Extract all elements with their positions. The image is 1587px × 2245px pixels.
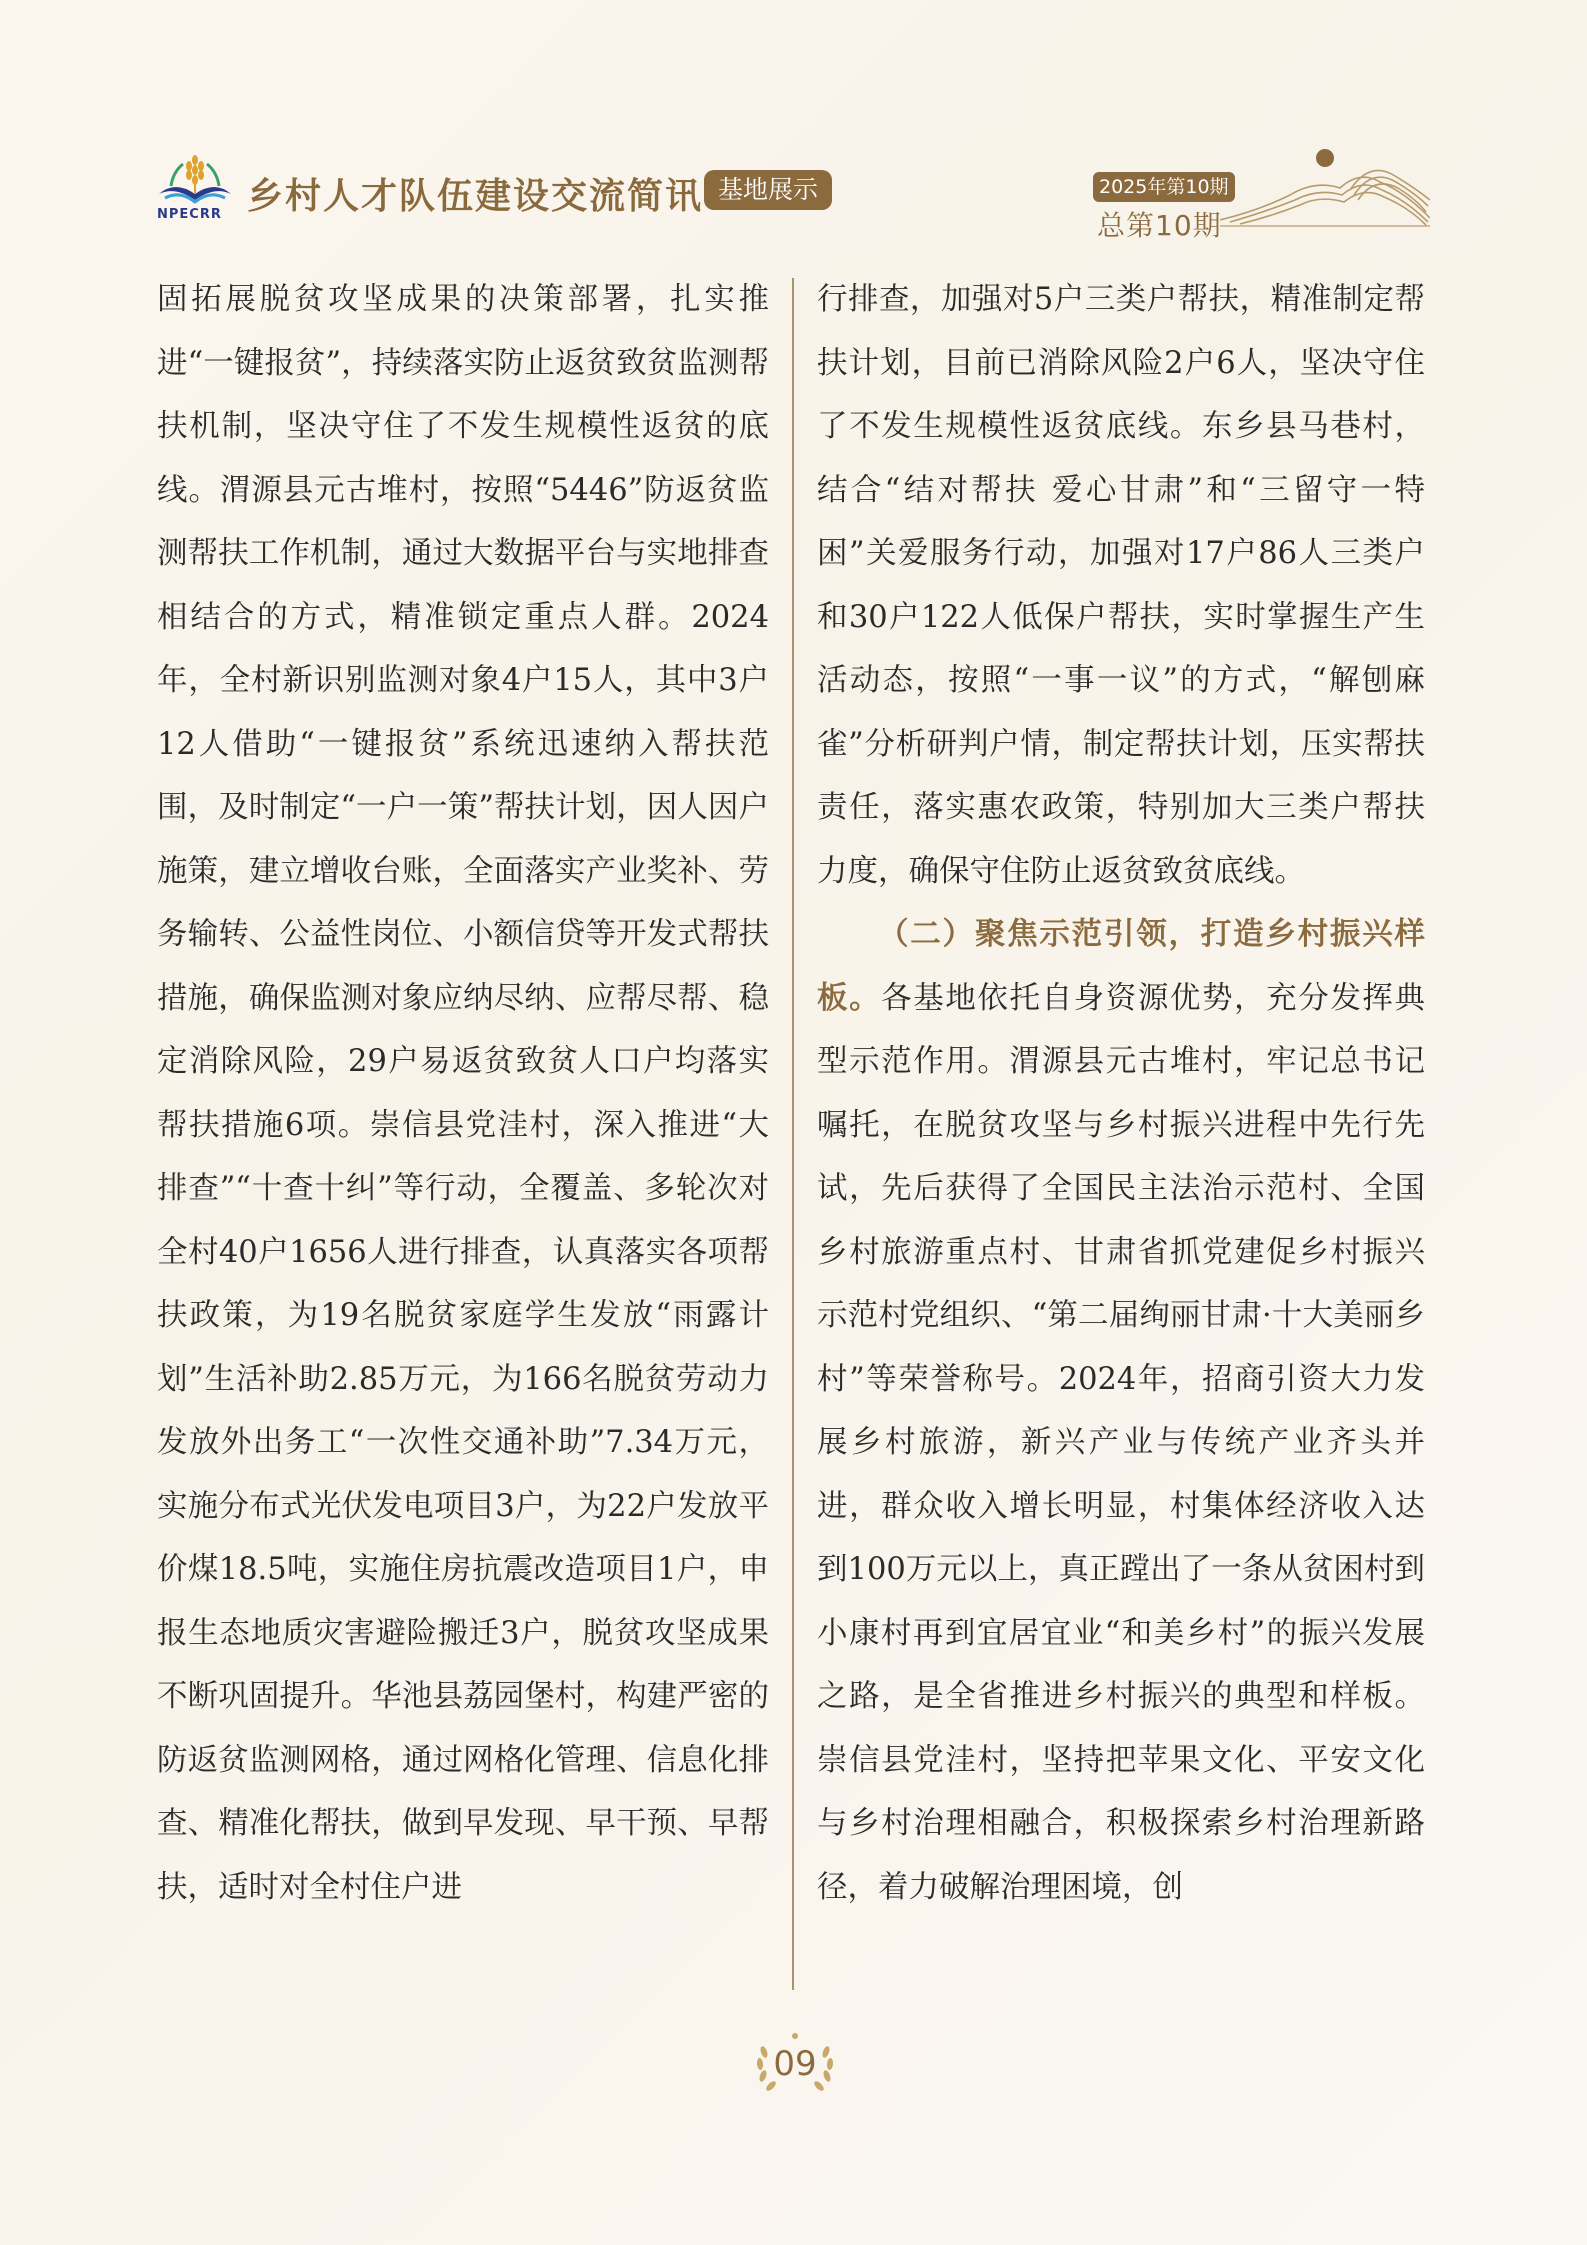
publication-title: 乡村人才队伍建设交流简讯 — [247, 176, 704, 217]
paragraph — [817, 903, 1425, 1919]
paragraph: 行排查，加强对5户三类户帮扶，精准制定帮扶计划，目前已消除风险2户6人，坚决守住了不发生规模性返贫底线。东乡县马巷村， 结合“结对帮扶 爱心甘肃”和“三留守一特困”关爱服务行动，加强对17户86人三类户和30户122人低保户帮扶，实时掌握生产生活动态，按照“一事一议”的方式，“解刨麻雀”分析研判户情，制定帮扶计划，压实帮扶责任，落实惠农政策，特别加大三类户帮扶力度，确保守住防止返贫致贫底线。 — [817, 282, 1425, 889]
paragraph-text: 各基地依托自身资源优势，充分发挥典型示范作用。渭源县元古堆村，牢记总书记嘱托，在脱贫攻坚与乡村振兴进程中先行先试，先后获得了全国民主法治示范村、全国乡村旅游重点村、甘肃省抓党建促乡村振兴示范村党组织、“第二届绚丽甘肃·十大美丽乡村”等荣誉称号。2024年，招商引资大力发展乡村旅游，新兴产业与传统产业齐头并进，群众收入增长明显，村集体经济收入达到100万元以上，真正蹚出了一条从贫困村到小康村再到宜居宜业“和美乡村”的振兴发展之路，是全省推进乡村振兴的典型和样板。崇信县党洼村，坚持把苹果文化、平安文化与乡村治理相融合，积极探索乡村治理新路径，着力破解治理困境，创 — [817, 980, 1426, 1905]
page-number-badge — [750, 2030, 840, 2100]
column-divider — [792, 278, 794, 1990]
section-tag: 基地展示 — [704, 170, 832, 210]
left-column — [157, 268, 769, 1919]
issue-label: 2025年第10期 — [1093, 172, 1235, 202]
logo-text: NPECRR — [157, 207, 222, 222]
page-number: 09 — [773, 2044, 817, 2084]
paragraph: 固拓展脱贫攻坚成果的决策部署，扎实推进“一键报贫”，持续落实防止返贫致贫监测帮扶机制，坚决守住了不发生规模性返贫的底线。渭源县元古堆村，按照“5446”防返贫监测帮扶工作机制，通过大数据平台与实地排查相结合的方式，精准锁定重点人群。2024年，全村新识别监测对象4户15人，其中3户12人借助“一键报贫”系统迅速纳入帮扶范围，及时制定“一户一策”帮扶计划，因人因户施策，建立增收台账，全面落实产业奖补、劳务输转、公益性岗位、小额信贷等开发式帮扶措施，确保监测对象应纳尽纳、应帮尽帮、稳定消除风险，29户易返贫致贫人口户均落实帮扶措施6项。崇信县党洼村，深入推进“大排查”“十查十纠”等行动，全覆盖、多轮次对全村40户1656人进行排查，认真落实各项帮扶政策，为19名脱贫家庭学生发放“雨露计划”生活补助2.85万元，为166名脱贫劳动力发放外出务工“一次性交通补助”7.34万元，实施分布式光伏发电项目3户，为22户发放平价煤18.5吨，实施住房抗震改造项目1户，申报生态地质灾害避险搬迁3户，脱贫攻坚成果不断巩固提升。华池县荔园堡村，构建严密的防返贫监测网格，通过网格化管理、信息化排查、精准化帮扶，做到早发现、早干预、早帮扶，适时对全村住户进 — [157, 282, 769, 1905]
issue-total-label: 总第10期 — [1097, 209, 1222, 242]
section-heading: （二）聚焦示范引领，打造乡村振兴样板。 — [817, 916, 1425, 1016]
mountain-sun-icon — [1220, 140, 1430, 230]
page-header — [0, 0, 1587, 250]
right-column — [817, 268, 1425, 1919]
